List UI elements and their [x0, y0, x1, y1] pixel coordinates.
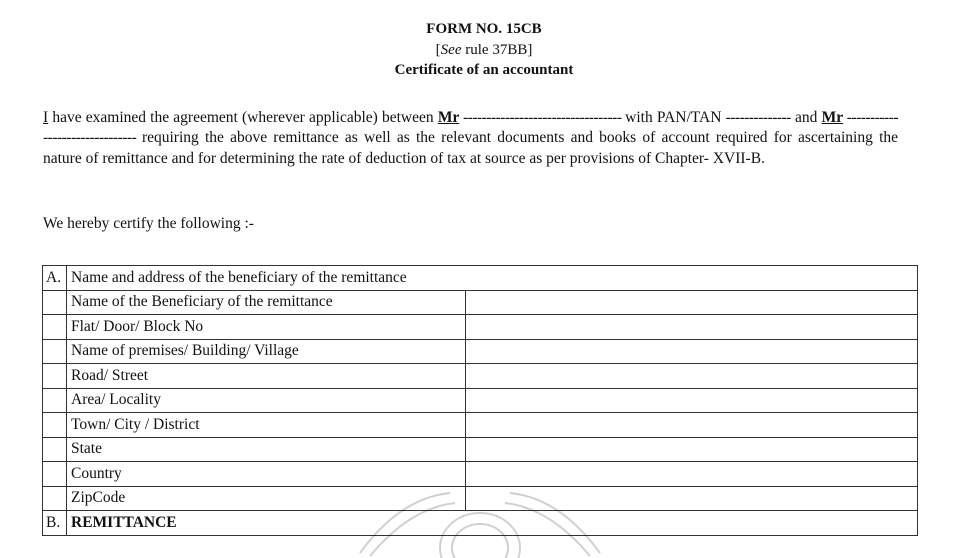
- rule-see: See: [440, 42, 462, 58]
- table-row: [43, 364, 918, 389]
- table-row: [43, 290, 918, 315]
- pan-tan-blank: --------------: [725, 109, 791, 126]
- party-2-title: Mr: [821, 109, 844, 126]
- rule-open: [: [435, 42, 441, 58]
- party-1-blank: ----------------------------------: [459, 109, 626, 126]
- section-a-label: A.: [43, 266, 67, 291]
- table-row: [43, 315, 918, 340]
- field-value-cell[interactable]: [466, 364, 918, 389]
- field-name-cell: State: [67, 437, 466, 462]
- intro-text-2: with PAN/TAN: [625, 109, 726, 126]
- intro-text-4: requiring the above remittance as well as the relevant documents and books of account required for ascertaining the nature of remittance and for determining the rate of deduction of tax at source as per provisions of Chapter- XVII-B.: [43, 129, 899, 167]
- section-a-row: [43, 266, 918, 291]
- certify-statement: We hereby certify the following :-: [43, 215, 254, 232]
- section-a-title: Name and address of the beneficiary of the remittance: [67, 266, 918, 291]
- form-subtitle: Certificate of an accountant: [394, 62, 574, 78]
- field-name-cell: Town/ City / District: [67, 413, 466, 438]
- section-b-title: REMITTANCE: [67, 511, 918, 536]
- table-row: [43, 339, 918, 364]
- row-index-cell: [43, 486, 67, 511]
- intro-text-1: have examined the agreement (wherever applicable) between: [48, 109, 438, 126]
- field-value-cell[interactable]: [466, 315, 918, 340]
- row-index-cell: [43, 339, 67, 364]
- field-value-cell[interactable]: [466, 290, 918, 315]
- field-name-cell: Country: [67, 462, 466, 487]
- row-index-cell: [43, 388, 67, 413]
- table-row: [43, 413, 918, 438]
- field-name-cell: Flat/ Door/ Block No: [67, 315, 466, 340]
- form-title: FORM NO. 15CB: [426, 21, 542, 37]
- row-index-cell: [43, 462, 67, 487]
- rule-reference: [0, 42, 968, 59]
- row-index-cell: [43, 290, 67, 315]
- field-name-cell: ZipCode: [67, 486, 466, 511]
- field-value-cell[interactable]: [466, 413, 918, 438]
- field-name-cell: Name of the Beneficiary of the remittance: [67, 290, 466, 315]
- field-value-cell[interactable]: [466, 437, 918, 462]
- row-index-cell: [43, 315, 67, 340]
- row-index-cell: [43, 437, 67, 462]
- field-value-cell[interactable]: [466, 339, 918, 364]
- rule-text: rule 37BB]: [461, 42, 533, 58]
- intro-text-3: and: [790, 109, 822, 126]
- row-index-cell: [43, 364, 67, 389]
- table-row: [43, 388, 918, 413]
- field-name-cell: Name of premises/ Building/ Village: [67, 339, 466, 364]
- party-2-blank: -------------------------------: [43, 109, 899, 147]
- field-value-cell[interactable]: [466, 388, 918, 413]
- intro-first-letter: I: [43, 109, 49, 126]
- intro-paragraph: [43, 108, 898, 169]
- table-row: [43, 437, 918, 462]
- party-1-title: Mr: [437, 109, 460, 126]
- field-name-cell: Area/ Locality: [67, 388, 466, 413]
- section-b-label: B.: [43, 511, 67, 536]
- emblem-watermark: [330, 478, 630, 558]
- row-index-cell: [43, 413, 67, 438]
- field-name-cell: Road/ Street: [67, 364, 466, 389]
